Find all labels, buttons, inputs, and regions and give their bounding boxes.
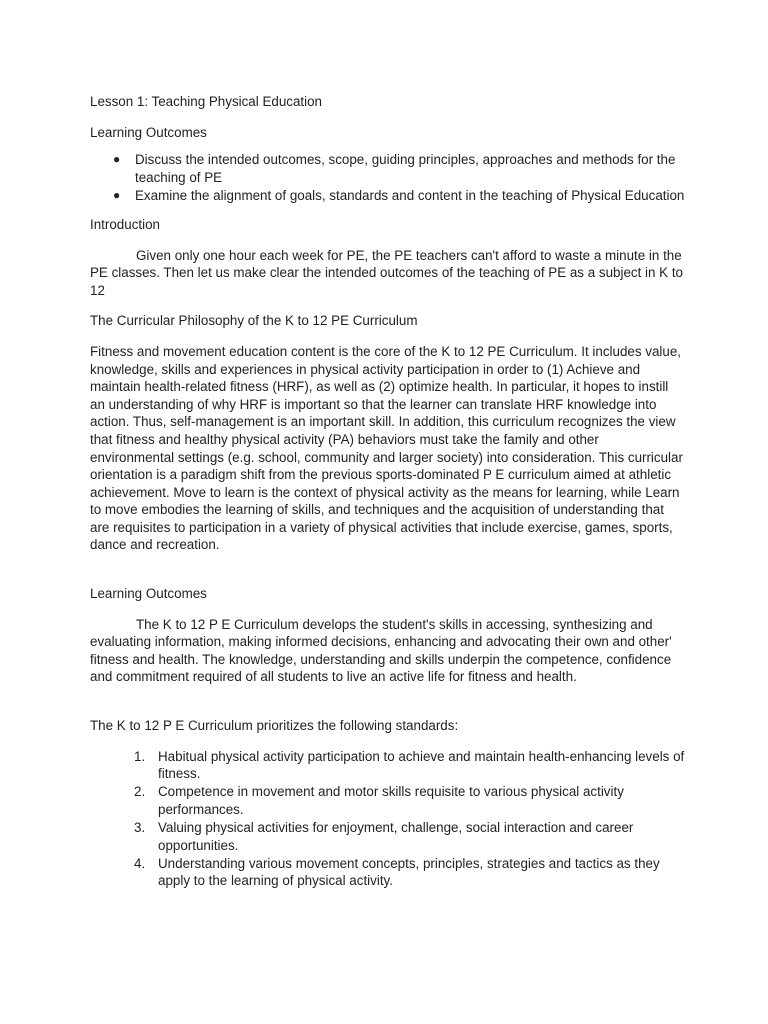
standard-text: Understanding various movement concepts, principles, strategies and tactics as they apply to the learning of physical activity.: [158, 855, 660, 889]
learning-outcomes-heading: Learning Outcomes: [90, 124, 207, 140]
list-item: [134, 783, 686, 818]
outcome-text: Examine the alignment of goals, standards and content in the teaching of Physical Education: [135, 188, 685, 204]
learning-outcomes-heading-2: Learning Outcomes: [90, 586, 207, 602]
standard-number: 2.: [134, 784, 146, 800]
list-item: [134, 855, 686, 890]
standard-number: 4.: [134, 855, 146, 871]
list-item: [134, 748, 686, 783]
introduction-heading: Introduction: [90, 216, 160, 232]
standard-text: Valuing physical activities for enjoyment, challenge, social interaction and career opportunities.: [158, 820, 634, 853]
outcome-text: Discuss the intended outcomes, scope, guiding principles, approaches and methods for the teaching of PE: [135, 152, 676, 185]
standards-intro: The K to 12 P E Curriculum prioritizes the following standards:: [90, 718, 459, 734]
list-item: [134, 819, 686, 854]
philosophy-paragraph: Fitness and movement education content is the core of the K to 12 PE Curriculum. It includes value, knowledge, skills and experiences in physical activity participation in order to (1) Achieve and maintain health-related fitness (HRF), as well as (2) optimize health. In particular, it hopes to instill an understanding of why HRF is important so that the learner can translate HRF knowledge into action. Thus, self-management is an important skill. In addition, this curriculum recognizes the view that fitness and healthy physical activity (PA) behaviors must take the family and other environmental settings (e.g. school, community and larger society) into consideration. This curricular orientation is a paradigm shift from the previous sports-dominated P E curriculum aimed at athletic achievement. Move to learn is the context of physical activity as the means for learning, while Learn to move embodies the learning of skills, and techniques and the acquisition of understanding that are requisites to participation in a variety of physical activities that include exercise, games, sports, dance and recreation.: [90, 343, 683, 553]
bullet-icon: ●: [113, 152, 121, 167]
document-body: [90, 93, 686, 890]
bullet-icon: ●: [113, 188, 121, 203]
learning-outcomes-paragraph: The K to 12 P E Curriculum develops the student's skills in accessing, synthesizing and evaluating information, making informed decisions, enhancing and advocating their own and other' fitness and health. The knowledge, understanding and skills underpin the competence, confidence and commitment required of all students to live an active life for fitness and health.: [90, 616, 672, 685]
lesson-title: Lesson 1: Teaching Physical Education: [90, 94, 323, 109]
standard-number: 3.: [134, 820, 146, 835]
outcomes-list: [90, 151, 686, 205]
standard-text: Competence in movement and motor skills requisite to various physical activity performances.: [158, 784, 624, 817]
standard-text: Habitual physical activity participation to achieve and maintain health-enhancing levels of fitness.: [158, 748, 685, 782]
philosophy-heading: The Curricular Philosophy of the K to 12 PE Curriculum: [90, 313, 418, 329]
list-item: [113, 151, 686, 186]
list-item: [113, 187, 686, 205]
standard-number: 1.: [134, 748, 146, 764]
introduction-paragraph: Given only one hour each week for PE, the PE teachers can't afford to waste a minute in the PE classes. Then let us make clear the intended outcomes of the teaching of PE as a subject in K to 12: [90, 247, 683, 298]
standards-list: [90, 748, 686, 890]
